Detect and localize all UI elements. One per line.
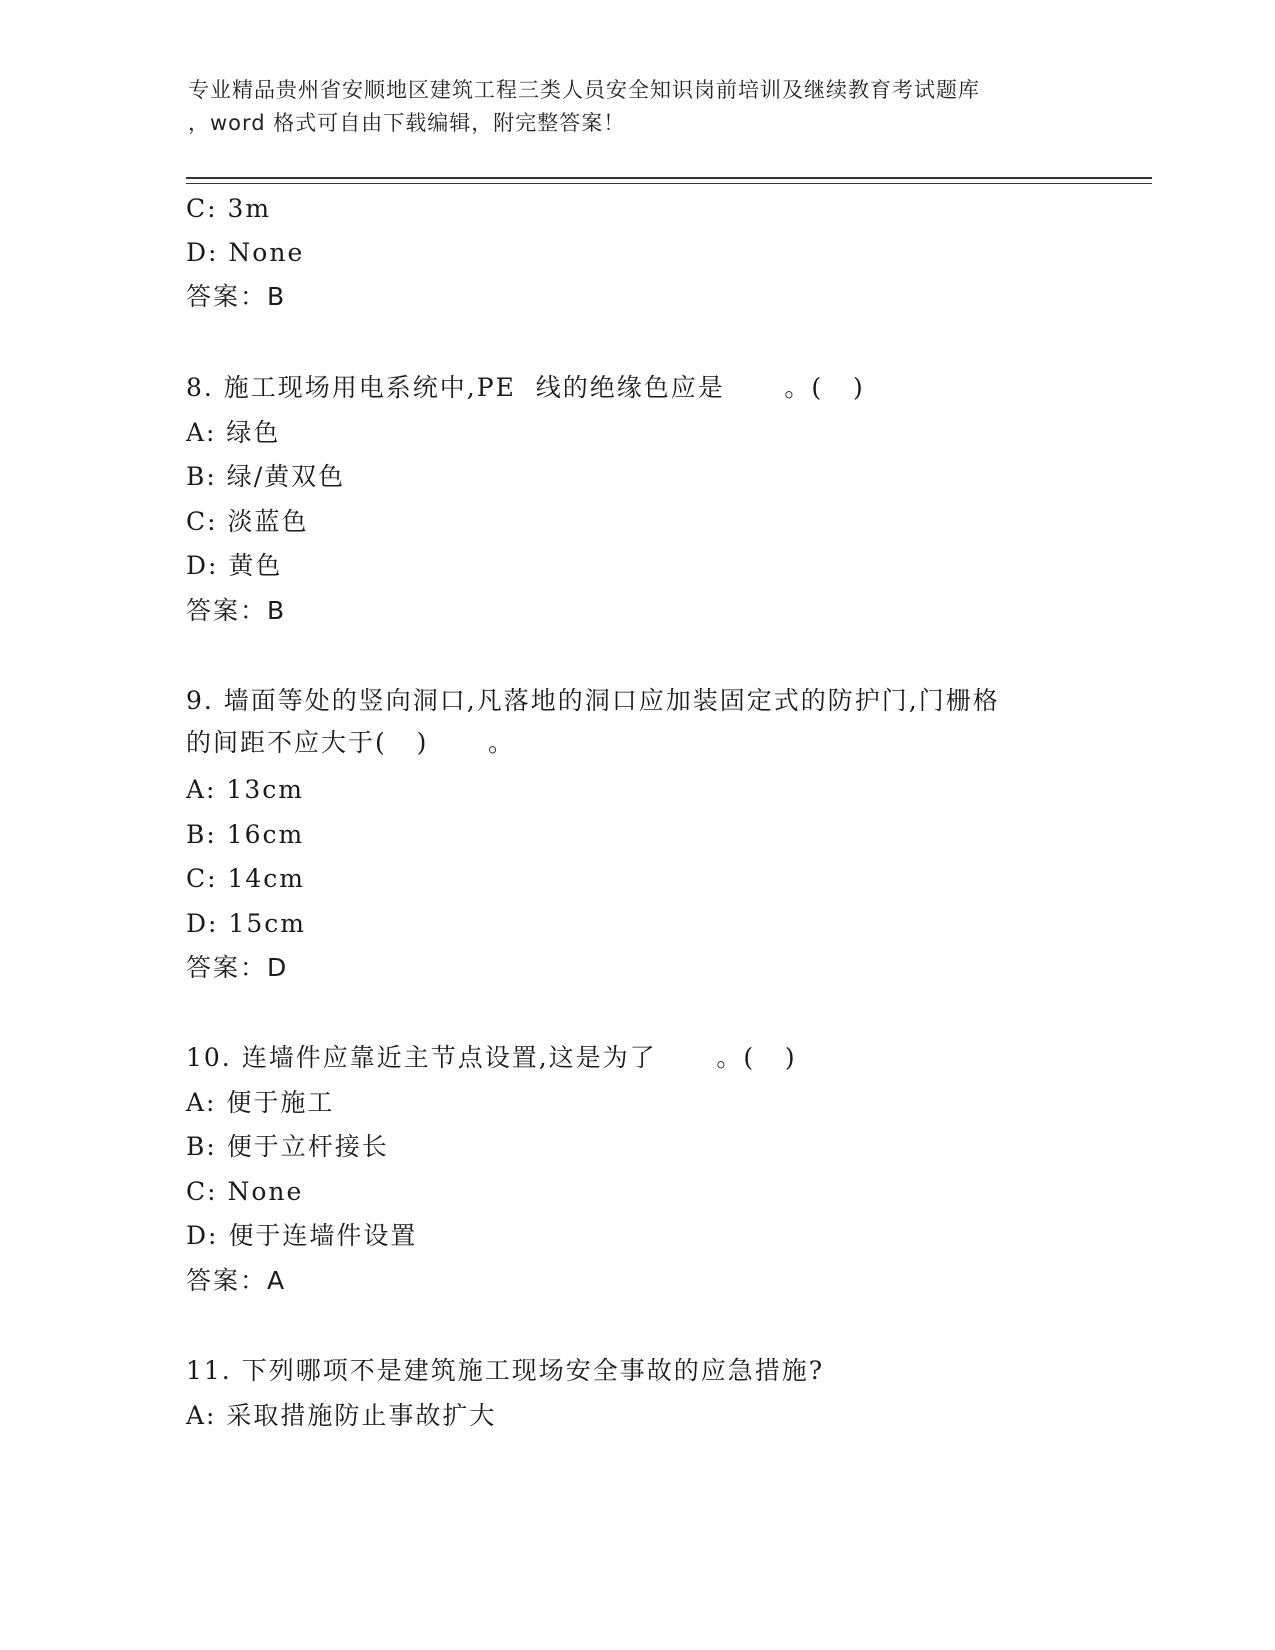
question-10-option-a: A: 便于施工 — [186, 1088, 335, 1117]
question-8-answer: 答案：B — [186, 596, 287, 625]
question-9-option-d: D: 15cm — [186, 909, 306, 938]
question-9-option-a: A: 13cm — [186, 775, 304, 804]
question-9-stem-line1: 9. 墙面等处的竖向洞口,凡落地的洞口应加装固定式的防护门,门栅格 — [186, 686, 1000, 715]
question-10-option-c: C: None — [186, 1177, 304, 1206]
question-11-option-a: A: 采取措施防止事故扩大 — [186, 1401, 497, 1430]
option-c: C: 3m — [186, 194, 272, 223]
document-header — [188, 74, 1088, 140]
header-divider-thin — [186, 183, 1152, 184]
question-8-stem: 8. 施工现场用电系统中,PE 线的绝缘色应是 。( ) — [186, 373, 865, 402]
question-10-stem: 10. 连墙件应靠近主节点设置,这是为了 。( ) — [186, 1043, 797, 1072]
question-10-option-d: D: 便于连墙件设置 — [186, 1221, 418, 1250]
question-8-option-c: C: 淡蓝色 — [186, 507, 309, 536]
question-9-option-b: B: 16cm — [186, 820, 305, 849]
question-10-option-b: B: 便于立杆接长 — [186, 1132, 389, 1161]
question-10-answer: 答案：A — [186, 1266, 287, 1295]
option-d: D: None — [186, 238, 305, 267]
header-divider-thick — [186, 177, 1152, 179]
question-8-option-a: A: 绿色 — [186, 418, 281, 447]
header-title-line: 专业精品贵州省安顺地区建筑工程三类人员安全知识岗前培训及继续教育考试题库 — [188, 78, 980, 102]
answer: 答案：B — [186, 282, 287, 311]
question-9-stem-line2: 的间距不应大于( ) 。 — [186, 728, 516, 757]
question-11-stem: 11. 下列哪项不是建筑施工现场安全事故的应急措施? — [186, 1356, 825, 1385]
question-8-option-b: B: 绿/黄双色 — [186, 462, 346, 491]
header-subtitle-line: ，word 格式可自由下载编辑，附完整答案！ — [188, 111, 626, 135]
question-8-option-d: D: 黄色 — [186, 551, 283, 580]
question-9-option-c: C: 14cm — [186, 864, 306, 893]
question-9-answer: 答案：D — [186, 953, 289, 982]
